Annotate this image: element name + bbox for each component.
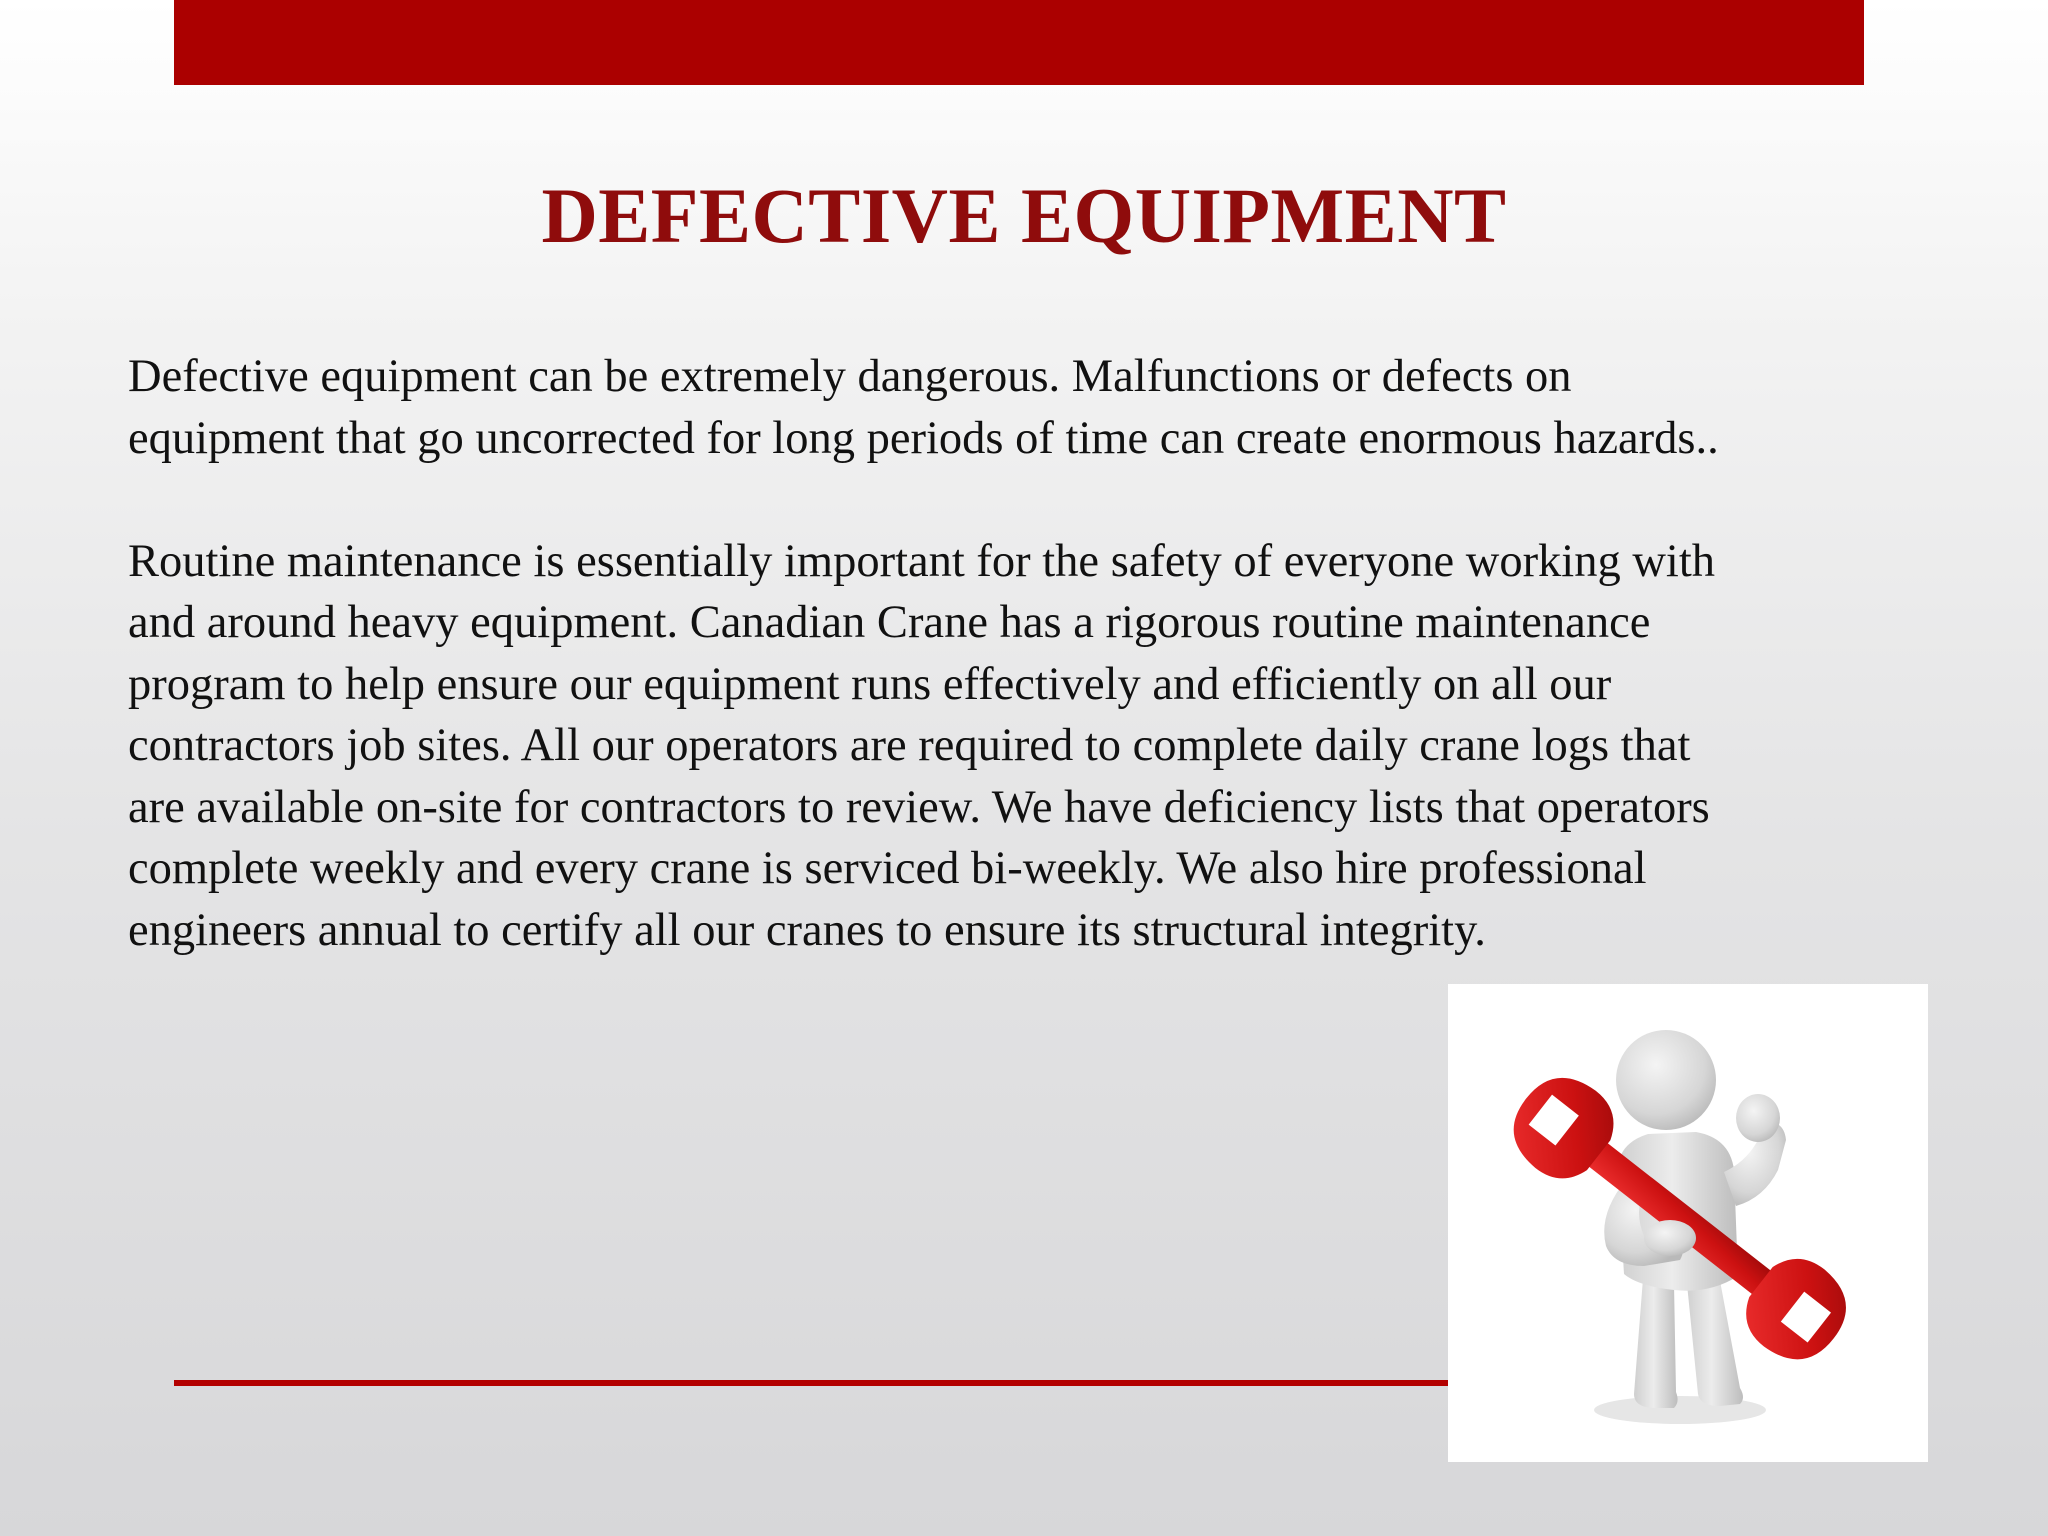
bottom-accent-rule [174, 1380, 1474, 1386]
paragraph-2-line-1: Routine maintenance is essentially important for the safety of everyone working with [128, 535, 1716, 587]
paragraph-2-line-2: and around heavy equipment. Canadian Crane has a rigorous routine maintenance [128, 597, 1651, 648]
paragraph-2-line-3: program to help ensure our equipment runs effectively and efficiently on all our [128, 658, 1612, 710]
paragraph-2-line-5: are available on-site for contractors to review. We have deficiency lists that operators [128, 781, 1710, 833]
top-accent-bar [174, 0, 1864, 85]
paragraph-2-line-4: contractors job sites. All our operators are required to complete daily crane logs that [128, 720, 1691, 771]
paragraph-2-line-7: engineers annual to certify all our cranes to ensure its structural integrity. [128, 904, 1486, 956]
paragraph-gap [128, 469, 1928, 531]
slide-title: DEFECTIVE EQUIPMENT [541, 172, 1507, 259]
paragraph-2-line-6: complete weekly and every crane is serviced bi-weekly. We also hire professional [128, 843, 1647, 894]
paragraph-1-line-2: equipment that go uncorrected for long periods of time can create enormous hazards.. [128, 412, 1719, 464]
figure-holding-wrench-icon [1448, 984, 1928, 1462]
slide-body [128, 346, 1928, 961]
paragraph-1-line-1: Defective equipment can be extremely dangerous. Malfunctions or defects on [128, 351, 1572, 402]
